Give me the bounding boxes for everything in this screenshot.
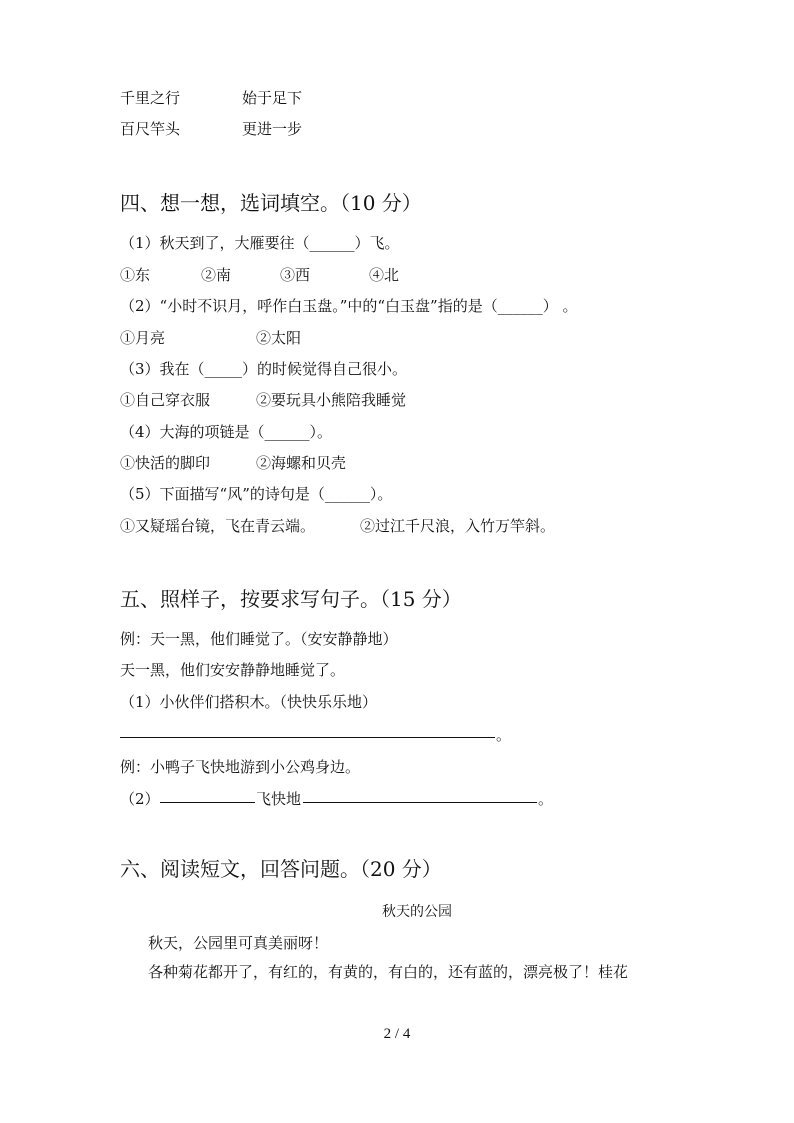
- proverb-first-2: 百尺竿头: [120, 120, 181, 138]
- s5-q1-period: 。: [496, 726, 512, 744]
- s4-q1-option-2: ②南: [201, 266, 232, 284]
- s4-question-1: （1）秋天到了，大雁要往（______）飞。: [120, 234, 400, 252]
- passage-paragraph-2: 各种菊花都开了，有红的，有黄的，有白的，还有蓝的，漂亮极了！桂花: [148, 963, 629, 981]
- s5-question-1: （1）小伙伴们搭积木。（快快乐乐地）: [120, 693, 378, 711]
- s5-q2-blank-2[interactable]: [303, 802, 537, 803]
- s5-example-1: 例：天一黑，他们睡觉了。（安安静静地）: [120, 630, 398, 648]
- s4-q1-option-4: ④北: [369, 266, 400, 284]
- passage-paragraph-1: 秋天，公园里可真美丽呀！: [148, 934, 329, 952]
- s4-q5-option-1: ①又疑瑶台镜，飞在青云端。: [120, 517, 316, 535]
- s5-q2-blank-1[interactable]: [160, 802, 255, 803]
- s4-question-5: （5）下面描写“风”的诗句是（______）。: [120, 485, 393, 503]
- section-6-heading: 六、阅读短文，回答问题。（20 分）: [120, 857, 442, 881]
- s4-q3-option-2: ②要玩具小熊陪我睡觉: [256, 391, 407, 409]
- s5-example-2: 例：小鸭子飞快地游到小公鸡身边。: [120, 758, 361, 776]
- section-5-heading: 五、照样子，按要求写句子。（15 分）: [120, 587, 462, 611]
- s5-example-1-answer: 天一黑，他们安安静静地睡觉了。: [120, 661, 346, 679]
- s4-q5-option-2: ②过江千尺浪，入竹万竿斜。: [360, 517, 556, 535]
- s4-question-2: （2）“小时不识月，呼作白玉盘。”中的“白玉盘”指的是（______） 。: [120, 297, 578, 315]
- s5-q2-prefix: （2）: [120, 790, 160, 808]
- s4-q3-option-1: ①自己穿衣服: [120, 391, 211, 409]
- s4-q4-option-2: ②海螺和贝壳: [256, 454, 347, 472]
- proverb-second-1: 始于足下: [242, 89, 303, 107]
- s4-q1-option-1: ①东: [120, 266, 151, 284]
- s4-q1-option-3: ③西: [280, 266, 311, 284]
- proverb-second-2: 更进一步: [242, 120, 303, 138]
- passage-title: 秋天的公园: [382, 904, 452, 920]
- s4-q2-option-2: ②太阳: [256, 329, 302, 347]
- s4-q4-option-1: ①快活的脚印: [120, 454, 211, 472]
- page-number: 2 / 4: [383, 1026, 411, 1042]
- s4-question-4: （4）大海的项链是（______）。: [120, 423, 333, 441]
- s5-q1-answer-line: [120, 737, 495, 738]
- s5-q2-period: 。: [538, 790, 554, 808]
- proverb-first-1: 千里之行: [120, 89, 181, 107]
- s4-question-3: （3）我在（_____）的时候觉得自己很小。: [120, 360, 408, 378]
- s5-q2-middle: 飞快地: [256, 790, 302, 808]
- section-4-heading: 四、想一想，选词填空。（10 分）: [120, 191, 422, 215]
- s4-q2-option-1: ①月亮: [120, 329, 166, 347]
